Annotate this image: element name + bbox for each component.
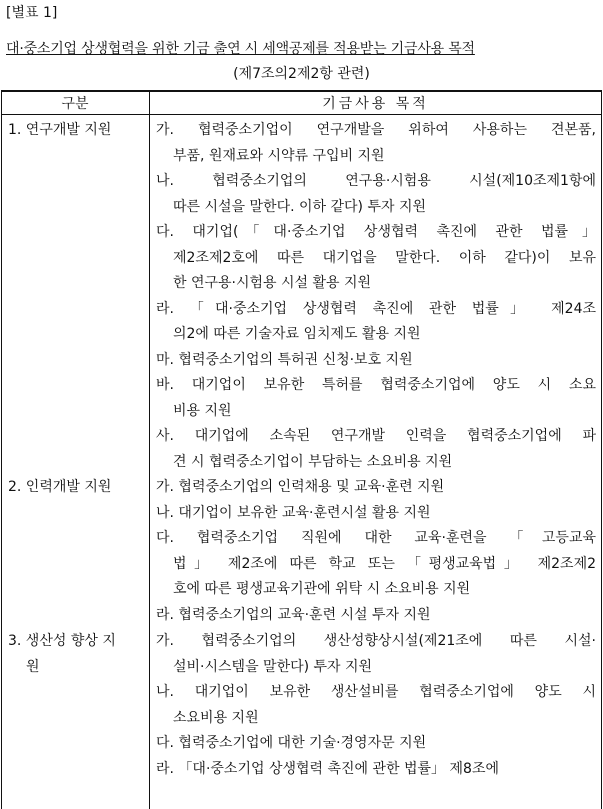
purpose-line: 의2에 따른 기술자료 임치제도 활용 지원 (173, 326, 421, 342)
header-category: 구분 (61, 96, 89, 112)
category-label (8, 475, 144, 501)
purpose-item (156, 757, 596, 783)
purpose-line: 따른 시설을 말한다. 이하 같다) 투자 지원 (173, 198, 426, 215)
purpose-line: 마. 협력중소기업의 특허권 신청·보호 지원 (156, 351, 413, 368)
purpose-item (156, 373, 596, 424)
purpose-line: 가. 협력중소기업의 생산성향상시설(제21조에 따른 시설· (156, 633, 596, 649)
category-label (8, 629, 144, 680)
purpose-line: 한 연구용·시험용 시설 활용 지원 (173, 275, 372, 291)
purpose-item (156, 220, 596, 297)
purpose-item (156, 629, 596, 680)
purpose-item (156, 348, 596, 374)
purpose-item (156, 526, 596, 603)
purpose-item (156, 169, 596, 220)
purpose-line: 견 시 협력중소기업이 부담하는 소요비용 지원 (173, 453, 453, 470)
purpose-line: 소요비용 지원 (173, 709, 259, 726)
header-purpose: 기금사용 목적 (322, 96, 429, 112)
purpose-item (156, 118, 596, 169)
purpose-item (156, 424, 596, 475)
purpose-list (156, 118, 596, 475)
purpose-line: 호에 따른 평생교육기관에 위탁 시 소요비용 지원 (173, 581, 471, 597)
purpose-item (156, 297, 596, 348)
purpose-line: 라. 「대·중소기업 상생협력 촉진에 관한 법률」 제8조에 (156, 760, 499, 777)
purpose-item (156, 475, 596, 501)
purpose-line: 설비·시스템을 말한다) 투자 지원 (173, 658, 373, 675)
column-divider (149, 92, 150, 809)
purpose-line: 나. 협력중소기업의 연구용·시험용 시설(제10조제1항에 (156, 173, 596, 189)
category-line: 2. 인력개발 지원 (8, 479, 112, 495)
category-line: 3. 생산성 향상 지 (8, 633, 116, 649)
purpose-line: 라. 협력중소기업의 교육·훈련 시설 투자 지원 (156, 606, 431, 623)
purpose-line: 부품, 원재료와 시약류 구입비 지원 (173, 147, 385, 164)
purpose-line: 제2조제2호에 따른 대기업을 말한다. 이하 같다)이 보유 (173, 249, 596, 266)
table-header-row (2, 92, 601, 115)
category-line: 1. 연구개발 지원 (8, 122, 112, 138)
document-subtitle: (제7조의2제2항 관련) (233, 66, 370, 82)
purpose-line: 나. 대기업이 보유한 생산설비를 협력중소기업에 양도 시 (156, 684, 596, 700)
document-title: 대·중소기업 상생협력을 위한 기금 출연 시 세액공제를 적용받는 기금사용 목적 (6, 41, 475, 57)
purpose-line: 법」 제2조에 따른 학교 또는 「평생교육법」 제2조제2 (173, 555, 596, 572)
purpose-line: 라. 「대·중소기업 상생협력 촉진에 관한 법률」 제24조 (156, 300, 596, 317)
purpose-list (156, 475, 596, 628)
annex-label: [별표 1] (6, 5, 58, 21)
purpose-line: 가. 협력중소기업의 인력채용 및 교육·훈련 지원 (156, 479, 445, 495)
purpose-line: 나. 대기업이 보유한 교육·훈련시설 활용 지원 (156, 504, 431, 521)
purpose-line: 다. 협력중소기업에 대한 기술·경영자문 지원 (156, 735, 427, 751)
purpose-line: 다. 대기업(「대·중소기업 상생협력 촉진에 관한 법률」 (156, 224, 596, 240)
category-line: 원 (26, 658, 40, 675)
purpose-line: 가. 협력중소기업이 연구개발을 위하여 사용하는 견본품, (156, 122, 596, 138)
category-label (8, 118, 144, 144)
purpose-item (156, 603, 596, 629)
purpose-line: 비용 지원 (173, 402, 232, 419)
purpose-item (156, 501, 596, 527)
purpose-line: 바. 대기업이 보유한 특허를 협력중소기업에 양도 시 소요 (156, 377, 596, 393)
purpose-line: 다. 협력중소기업 직원에 대한 교육·훈련을 「고등교육 (156, 530, 596, 546)
purpose-line: 사. 대기업에 소속된 연구개발 인력을 협력중소기업에 파 (156, 428, 596, 444)
fund-purpose-table (1, 90, 602, 809)
purpose-item (156, 731, 596, 757)
purpose-item (156, 680, 596, 731)
purpose-list (156, 629, 596, 782)
